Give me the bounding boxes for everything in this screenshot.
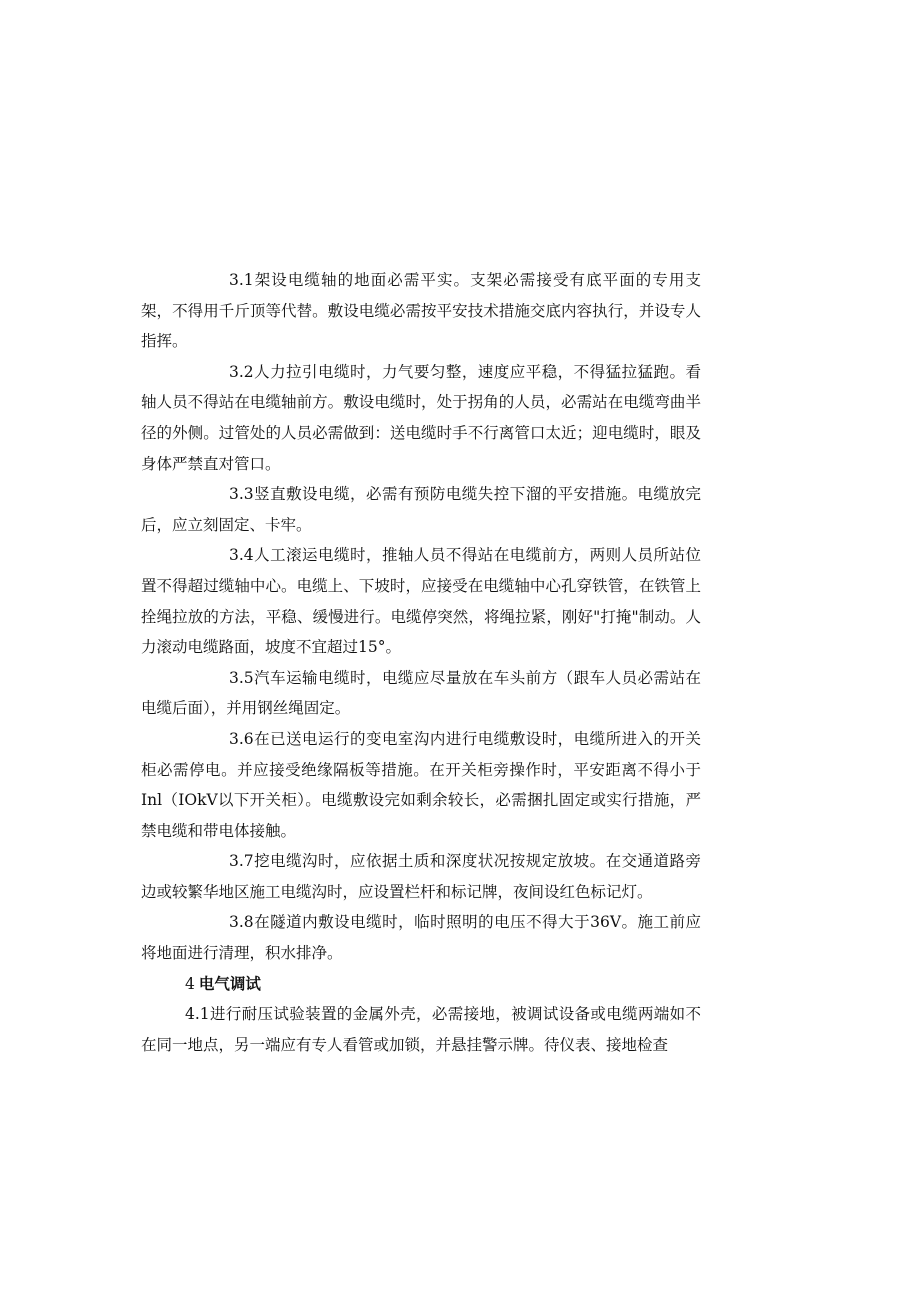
paragraph-number: 3.3: [229, 485, 254, 504]
paragraph-text: 人力拉引电缆时，力气要匀整，速度应平稳，不得猛拉猛跑。看轴人员不得站在电缆轴前方。敷设电缆时，处于拐角的人员，必需站在电缆弯曲半径的外侧。过管处的人员必需做到：送电缆时手不行离管口太近；迎电缆时，眼及身体严禁直对管口。: [141, 362, 701, 473]
paragraph-number: 3.6: [229, 729, 254, 748]
paragraph-text: 汽车运输电缆时，电缆应尽量放在车头前方（跟车人员必需站在电缆后面），并用钢丝绳固定。: [141, 668, 701, 718]
paragraph-text: 挖电缆沟时，应依据土质和深度状况按规定放坡。在交通道路旁边或较繁华地区施工电缆沟时，应设置栏杆和标记牌，夜间设红色标记灯。: [141, 852, 701, 901]
paragraph-number: 3.2: [229, 362, 254, 381]
paragraph-number: 3.7: [229, 852, 254, 871]
paragraph-3-4: [141, 540, 701, 662]
paragraph-3-2: [141, 357, 701, 479]
paragraph-number: 4.1: [185, 1005, 210, 1024]
paragraph-text: 架设电缆轴的地面必需平实。支架必需接受有底平面的专用支架，不得用千斤顶等代替。敷设电缆必需按平安技术措施交底内容执行，并设专人指挥。: [141, 271, 701, 351]
paragraph-text: 进行耐压试验装置的金属外壳，必需接地，被调试设备或电缆两端如不在同一地点，另一端应有专人看管或加锁，并悬挂警示牌。待仪表、接地检查: [141, 1005, 701, 1054]
paragraph-4-1: [141, 999, 701, 1060]
paragraph-3-6: [141, 724, 701, 846]
paragraph-number: 3.8: [229, 913, 254, 932]
paragraph-text: 在已送电运行的变电室沟内进行电缆敷设时，电缆所进入的开关柜必需停电。并应接受绝缘隔板等措施。在开关柜旁操作时，平安距离不得小于Inl（IOkV以下开关柜）。电缆敷设完如剩余较长，必需捆扎固定或实行措施，严禁电缆和带电体接触。: [141, 729, 701, 840]
paragraph-number: 3.1: [229, 271, 254, 289]
section-number: 4: [185, 974, 195, 993]
paragraph-text: 在隧道内敷设电缆时，临时照明的电压不得大于36V。施工前应将地面进行清理，积水排净。: [141, 913, 701, 963]
paragraph-text: 人工滚运电缆时，推轴人员不得站在电缆前方，两则人员所站位置不得超过缆轴中心。电缆上、下坡时，应接受在电缆轴中心孔穿铁管，在铁管上拴绳拉放的方法，平稳、缓慢进行。电缆停突然，将绳拉紧，刚好"打掩"制动。人力滚动电缆路面，坡度不宜超过15°。: [141, 546, 701, 657]
section-title: 电气调试: [198, 973, 261, 993]
paragraph-number: 3.5: [229, 668, 254, 687]
paragraph-3-8: [141, 907, 701, 968]
paragraph-3-1: [141, 265, 701, 357]
document-page: [141, 265, 701, 1060]
paragraph-3-5: [141, 663, 701, 724]
paragraph-text: 竖直敷设电缆，必需有预防电缆失控下溜的平安措施。电缆放完后，应立刻固定、卡牢。: [141, 485, 701, 534]
paragraph-3-7: [141, 846, 701, 907]
paragraph-3-3: [141, 479, 701, 540]
section-heading-4: [141, 969, 701, 1000]
paragraph-number: 3.4: [229, 546, 254, 565]
